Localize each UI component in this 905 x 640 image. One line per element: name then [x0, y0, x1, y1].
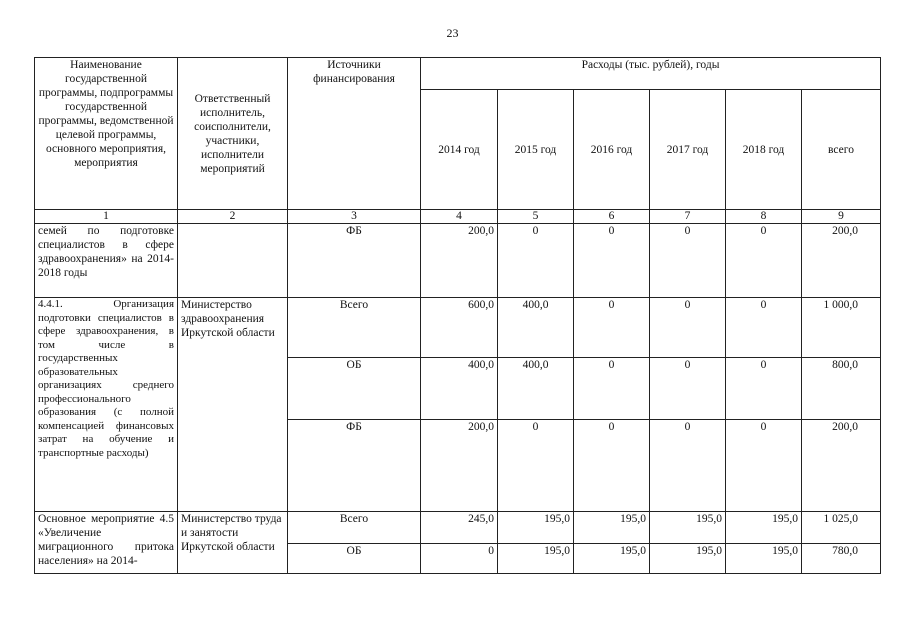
- value-2016: 0: [574, 298, 650, 358]
- executor-cell: [178, 224, 288, 298]
- value-2017: 195,0: [650, 544, 726, 574]
- value-total: 1 000,0: [802, 298, 881, 358]
- value-total: 200,0: [802, 420, 881, 512]
- value-2017: 0: [650, 224, 726, 298]
- table-row: [35, 224, 881, 298]
- value-2018: 0: [726, 358, 802, 420]
- value-2018: 195,0: [726, 544, 802, 574]
- column-number: 7: [650, 210, 726, 224]
- funding-source-cell: ОБ: [288, 544, 421, 574]
- budget-table: [34, 57, 881, 574]
- value-2014: 400,0: [421, 358, 498, 420]
- value-2016: 0: [574, 224, 650, 298]
- value-total: 200,0: [802, 224, 881, 298]
- header-program-name: Наименование государственной программы, подпрограммы государственной программы, ведомственной целевой программы, основного мероприятия, мероприятия: [35, 58, 178, 210]
- program-name-cell: семей по подготовке специалистов в сфере здравоохранения» на 2014-2018 годы: [35, 224, 178, 298]
- page-number: 23: [446, 26, 459, 40]
- header-year-2016: 2016 год: [574, 90, 650, 210]
- value-2018: 0: [726, 420, 802, 512]
- funding-source-cell: ФБ: [288, 224, 421, 298]
- funding-source-cell: ФБ: [288, 420, 421, 512]
- header-expenses: Расходы (тыс. рублей), годы: [421, 58, 881, 90]
- value-2016: 0: [574, 358, 650, 420]
- table-row: [35, 512, 881, 544]
- value-2014: 600,0: [421, 298, 498, 358]
- value-2017: 0: [650, 358, 726, 420]
- table-row: [35, 298, 881, 358]
- header-year-2017: 2017 год: [650, 90, 726, 210]
- value-2018: 0: [726, 298, 802, 358]
- value-2016: 195,0: [574, 544, 650, 574]
- value-2015: 195,0: [498, 512, 574, 544]
- header-executor: Ответственный исполнитель, соисполнители, участники, исполнители мероприятий: [178, 58, 288, 210]
- value-2017: 0: [650, 298, 726, 358]
- column-number: 8: [726, 210, 802, 224]
- column-number: 6: [574, 210, 650, 224]
- header-row: [35, 58, 881, 90]
- header-year-2015: 2015 год: [498, 90, 574, 210]
- program-name-cell: 4.4.1. Организация подготовки специалистов в сфере здравоохранения, в том числе в государственных образовательных организациях среднего профессионального образования (с полной компенсацией финансовых затрат на обучение и транспортные расходы): [35, 298, 178, 512]
- column-number: 1: [35, 210, 178, 224]
- value-2015: 0: [498, 420, 574, 512]
- value-2015: 195,0: [498, 544, 574, 574]
- value-2014: 0: [421, 544, 498, 574]
- executor-cell: Министерство здравоохранения Иркутской области: [178, 298, 288, 512]
- value-total: 800,0: [802, 358, 881, 420]
- executor-cell: Министерство труда и занятости Иркутской области: [178, 512, 288, 574]
- value-2017: 0: [650, 420, 726, 512]
- value-total: 1 025,0: [802, 512, 881, 544]
- value-2015: 400,0: [498, 358, 574, 420]
- header-year-2018: 2018 год: [726, 90, 802, 210]
- value-2014: 245,0: [421, 512, 498, 544]
- column-number: 3: [288, 210, 421, 224]
- value-2015: 0: [498, 224, 574, 298]
- value-2016: 195,0: [574, 512, 650, 544]
- value-2014: 200,0: [421, 224, 498, 298]
- value-2014: 200,0: [421, 420, 498, 512]
- funding-source-cell: ОБ: [288, 358, 421, 420]
- header-year-2014: 2014 год: [421, 90, 498, 210]
- column-number-row: [35, 210, 881, 224]
- column-number: 2: [178, 210, 288, 224]
- value-2015: 400,0: [498, 298, 574, 358]
- value-2018: 0: [726, 224, 802, 298]
- value-2018: 195,0: [726, 512, 802, 544]
- column-number: 4: [421, 210, 498, 224]
- header-funding-source: Источники финансирования: [288, 58, 421, 210]
- value-total: 780,0: [802, 544, 881, 574]
- funding-source-cell: Всего: [288, 298, 421, 358]
- column-number: 9: [802, 210, 881, 224]
- header-total: всего: [802, 90, 881, 210]
- column-number: 5: [498, 210, 574, 224]
- program-name-cell: Основное мероприятие 4.5 «Увеличение миграционного притока населения» на 2014-: [35, 512, 178, 574]
- funding-source-cell: Всего: [288, 512, 421, 544]
- value-2017: 195,0: [650, 512, 726, 544]
- value-2016: 0: [574, 420, 650, 512]
